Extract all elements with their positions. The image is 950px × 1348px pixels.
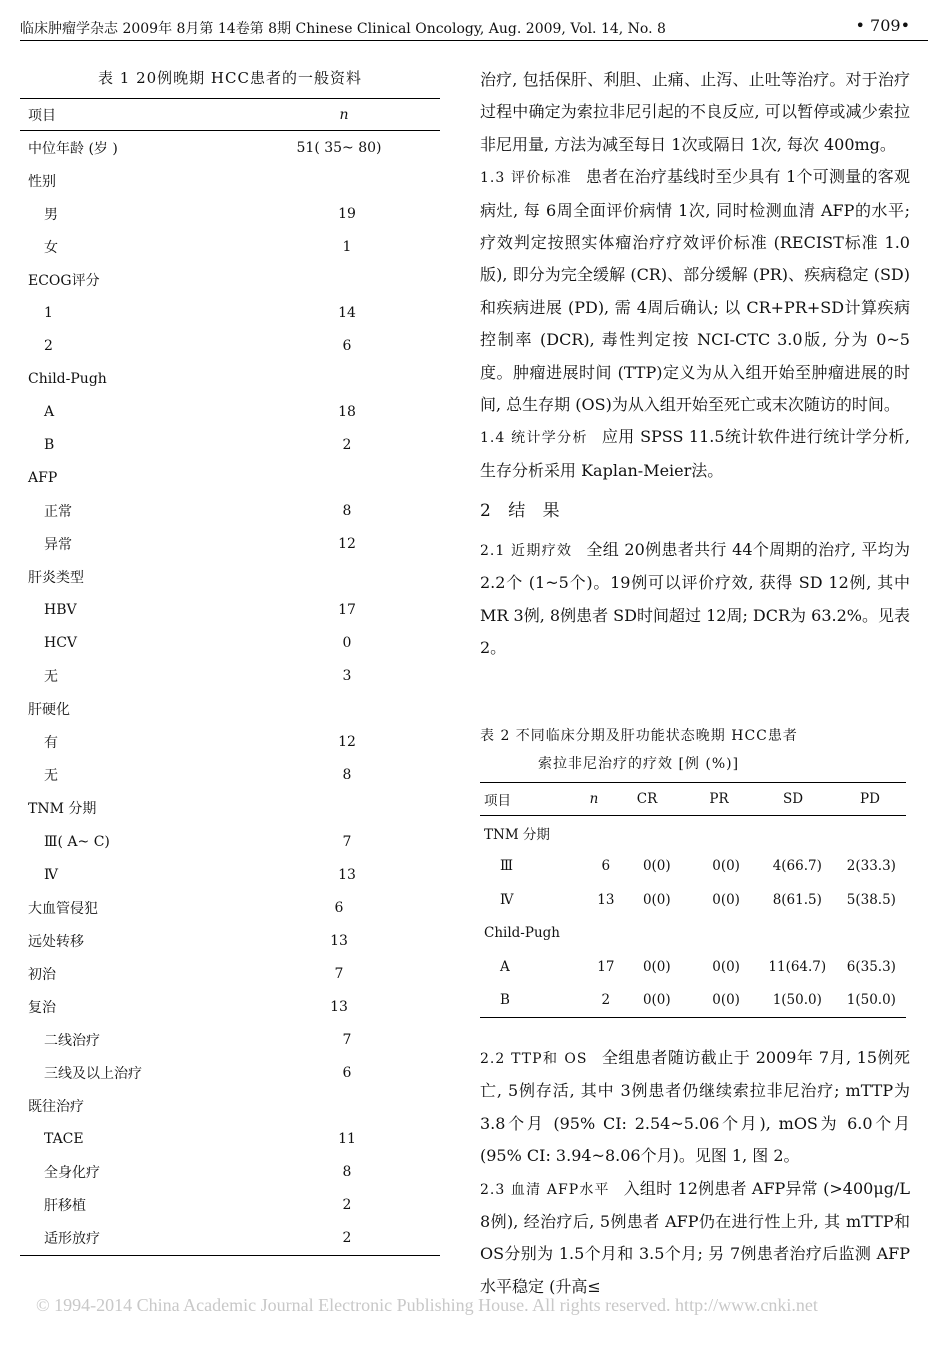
table1-row-label: 复治 [28, 999, 56, 1016]
table1-row [20, 891, 440, 924]
table2-col-pr: PR [709, 791, 729, 807]
table2-col-item: 项目 [484, 793, 511, 809]
table2-cell-cr: 0(0) [642, 992, 671, 1009]
table1-row [20, 197, 440, 230]
table1-row [20, 924, 440, 957]
table1-row [20, 1023, 440, 1056]
section-1-3-heading: 1.3 评价标准 [480, 170, 572, 187]
table1-row [20, 131, 440, 164]
table2-cell-n: 6 [601, 858, 611, 875]
table2-row [480, 816, 906, 850]
section-1-4-heading: 1.4 统计学分析 [480, 430, 588, 447]
table1-row-label: 初治 [28, 966, 56, 983]
section-2-title: 2 结 果 [480, 501, 566, 522]
table2-cell-pr: 0(0) [712, 858, 740, 875]
table1-row-value: 2 [342, 1230, 352, 1247]
table1-row-label: 三线及以上治疗 [44, 1065, 142, 1082]
section-2-3 [480, 1173, 910, 1304]
table1-row-value: 17 [338, 602, 356, 619]
section-2-2-heading: 2.2 TTP和 OS [480, 1051, 588, 1067]
section-2-3-heading: 2.3 血清 AFP水平 [480, 1181, 610, 1198]
table1-row [20, 528, 440, 561]
table1-row-label: 正常 [44, 504, 72, 521]
table1-row [20, 1089, 440, 1122]
table2-cell-sd: 11(64.7) [768, 958, 827, 975]
table1-row-value: 7 [342, 1031, 352, 1048]
table2-cell-item: B [500, 992, 510, 1009]
table2-col-cr: CR [636, 791, 658, 807]
table1-row-value: 14 [338, 304, 356, 321]
table1-row-label: 男 [44, 206, 58, 223]
table2-row [480, 950, 906, 984]
table1-row-label: 既往治疗 [28, 1098, 84, 1115]
table1-row [20, 957, 440, 990]
table1-row-value: 51( 35~ 80) [296, 139, 382, 156]
table2 [480, 782, 906, 1018]
table1-row-value: 7 [334, 965, 344, 982]
table1-row-value: 12 [338, 734, 356, 751]
table2-cell-n: 13 [597, 891, 615, 908]
table1-row [20, 594, 440, 627]
table2-cell-item: Ⅳ [500, 891, 514, 908]
table1-row-label: 有 [44, 735, 58, 752]
table1-row-value: 12 [338, 536, 356, 553]
copyright-watermark: © 1994-2014 China Academic Journal Electronic Publishing House. All rights reserved. http://www.cnki.net [36, 1295, 818, 1315]
table2-cell-cr: 0(0) [642, 891, 671, 908]
table1-row-value: 6 [342, 1064, 352, 1081]
table2-cell-item: Child-Pugh [484, 925, 560, 942]
table1-row [20, 362, 440, 395]
table1-row-label: 无 [44, 669, 58, 686]
table1-row [20, 1189, 440, 1222]
table2-cell-item: Ⅲ [500, 858, 514, 875]
table1-row-value: 13 [338, 866, 356, 883]
table1-row-label: 远处转移 [28, 933, 84, 950]
table1-row [20, 1056, 440, 1089]
table1-row-value: 8 [342, 1163, 352, 1180]
table1-row-value: 13 [330, 998, 348, 1015]
section-2-2 [480, 1042, 910, 1173]
table2-cell-n: 2 [601, 992, 611, 1009]
table1-row-label: 全身化疗 [44, 1164, 100, 1181]
table1-row-label: TACE [44, 1130, 84, 1147]
paragraph-intro: 治疗, 包括保肝、利胆、止痛、止泻、止吐等治疗。对于治疗过程中确定为索拉非尼引起的不良反应, 可以暂停或减少索拉非尼用量, 方法为减至每日 1次或隔日 1次, 每次 400mg。 [480, 70, 910, 154]
table1-row-value: 8 [342, 767, 352, 784]
table1-row-label: TNM 分期 [28, 801, 97, 818]
table1-row [20, 1122, 440, 1155]
table1-row-label: ECOG评分 [28, 272, 100, 289]
table1-row [20, 627, 440, 660]
table1-row-label: B [44, 436, 55, 453]
table1-row-value: 8 [342, 503, 352, 520]
table1-row-value: 0 [342, 635, 352, 652]
section-2-1-heading: 2.1 近期疗效 [480, 542, 573, 559]
journal-info: 临床肿瘤学杂志 2009年 8月第 14卷第 8期 Chinese Clinical Oncology, Aug. 2009, Vol. 14, No. 8 [20, 21, 666, 37]
table2-caption [480, 722, 910, 778]
table2-header-row [480, 783, 906, 816]
table1-row-label: HCV [44, 635, 78, 652]
table1-col-n: n [339, 106, 349, 123]
table2-cell-cr: 0(0) [642, 958, 671, 975]
table2-cell-sd: 1(50.0) [772, 992, 822, 1009]
table2-cell-pd: 1(50.0) [846, 992, 896, 1009]
table1-row-value: 1 [342, 238, 352, 255]
table1-row [20, 1155, 440, 1188]
table1-row [20, 561, 440, 594]
table1-row-label: 无 [44, 768, 58, 785]
table1-row [20, 461, 440, 494]
section-1-4 [480, 421, 910, 487]
table1-row-value: 13 [330, 932, 348, 949]
table1-row-label: 二线治疗 [44, 1032, 100, 1049]
table1-row-value: 7 [342, 833, 352, 850]
table1-row-label: 肝移植 [44, 1198, 86, 1215]
table2-cell-pr: 0(0) [712, 891, 740, 908]
table1-row-value: 19 [338, 205, 356, 222]
table1-row [20, 329, 440, 362]
table1-row [20, 693, 440, 726]
table1-row-label: 适形放疗 [44, 1231, 100, 1248]
table2-cell-sd: 4(66.7) [772, 858, 822, 875]
table2-cell-item: TNM 分期 [484, 826, 550, 843]
table1-row-label: Ⅳ [44, 866, 58, 883]
table1-row-label: 肝炎类型 [28, 570, 84, 587]
table1-row-label: 异常 [44, 537, 72, 554]
table2-caption-line2: 索拉非尼治疗的疗效 [例 (%)] [538, 756, 740, 772]
table2-cell-n: 17 [597, 958, 615, 975]
table2-row [480, 883, 906, 917]
table1-body [20, 131, 440, 1255]
table1-header-row [20, 99, 440, 131]
table2-row [480, 850, 906, 884]
section-2-1 [480, 534, 910, 665]
table2-row [480, 917, 906, 951]
table1-row [20, 164, 440, 197]
right-column-lower [480, 1042, 910, 1303]
table2-cell-sd: 8(61.5) [772, 891, 822, 908]
table1-row [20, 395, 440, 428]
table1-row [20, 726, 440, 759]
table2-body [480, 816, 906, 1017]
table1-row-value: 3 [342, 668, 352, 685]
table1-row-label: HBV [44, 602, 77, 619]
table2-col-n: n [589, 791, 599, 807]
section-1-4-body: 应用 SPSS 11.5统计软件进行统计学分析, 生存分析采用 Kaplan-Meier法。 [480, 427, 910, 480]
table1-row-value: 18 [338, 403, 356, 420]
table1-row [20, 660, 440, 693]
table1-row-value: 6 [342, 337, 352, 354]
table2-cell-pr: 0(0) [712, 958, 740, 975]
table1-row-label: Child-Pugh [28, 370, 107, 387]
table1-row-label: AFP [28, 469, 58, 486]
table1-row-label: 1 [44, 304, 53, 321]
table1-caption: 表 1 20例晚期 HCC患者的一般资料 [98, 69, 362, 87]
section-2-1-body: 全组 20例患者共行 44个周期的治疗, 平均为 2.2个 (1~5个)。19例可以评价疗效, 获得 SD 12例, 其中 MR 3例, 8例患者 SD时间超过 12周; DCR为 63.2%。见表 2。 [480, 539, 910, 657]
table1-row-label: 大血管侵犯 [28, 900, 98, 917]
table1-row [20, 990, 440, 1023]
table1 [20, 98, 440, 1256]
section-2-2-body: 全组患者随访截止于 2009年 7月, 15例死亡, 5例存活, 其中 3例患者仍继续索拉非尼治疗; mTTP为 3.8个月 (95% CI: 2.54~5.06个月), mOS为 6.0个月 (95% CI: 3.94~8.06个月)。见图 1, 图 2。 [480, 1048, 910, 1166]
table1-row-value: 2 [342, 436, 352, 453]
table2-col-pd: PD [860, 791, 880, 807]
table2-col-sd: SD [782, 791, 804, 807]
table1-row-value: 11 [338, 1130, 356, 1147]
table1-row [20, 428, 440, 461]
table1-row-label: A [44, 403, 55, 420]
table1-row [20, 495, 440, 528]
table1-row [20, 759, 440, 792]
table2-cell-pd: 5(38.5) [846, 891, 896, 908]
table1-row [20, 263, 440, 296]
section-1-3-body: 患者在治疗基线时至少具有 1个可测量的客观病灶, 每 6周全面评价病情 1次, 同时检测血清 AFP的水平; 疗效判定按照实体瘤治疗疗效评价标准 (RECIST标准 1.0版), 即分为完全缓解 (CR)、部分缓解 (PR)、疾病稳定 (SD)和疾病进展 (PD), 需 4周后确认; 以 CR+PR+SD计算疾病控制率 (DCR), 毒性判定按 NCI-CTC 3.0版, 分为 0~5度。肿瘤进展时间 (TTP)定义为从入组开始至肿瘤进展的时间, 总生存期 (OS)为从入组开始至死亡或末次随访的时间。 [480, 167, 910, 415]
running-header [20, 14, 928, 41]
table1-row-label: 性别 [28, 173, 56, 190]
table1-row-label: 肝硬化 [28, 702, 70, 719]
table1-row [20, 792, 440, 825]
table1-row-label: Ⅲ( A~ C) [44, 833, 110, 850]
table1-row [20, 825, 440, 858]
table2-cell-pr: 0(0) [712, 992, 740, 1009]
table1-row [20, 296, 440, 329]
table1-row-value: 2 [342, 1197, 352, 1214]
table2-row [480, 984, 906, 1018]
table1-row [20, 858, 440, 891]
section-1-3 [480, 161, 910, 421]
right-column [480, 64, 910, 664]
table2-cell-pd: 2(33.3) [846, 858, 896, 875]
table1-row-label: 女 [44, 239, 58, 256]
table2-cell-pd: 6(35.3) [846, 958, 896, 975]
table2-cell-cr: 0(0) [642, 858, 671, 875]
table1-row [20, 230, 440, 263]
table1-row-label: 中位年龄 (岁 ) [28, 140, 118, 157]
table1-col-item: 项目 [28, 107, 56, 124]
table1-row-value: 6 [334, 899, 344, 916]
table2-caption-line1: 表 2 不同临床分期及肝功能状态晚期 HCC患者 [480, 728, 798, 744]
page-number: • 709• [855, 16, 910, 35]
table1-row [20, 1222, 440, 1255]
table1-row-label: 2 [44, 337, 53, 354]
section-2-3-body: 入组时 12例患者 AFP异常 (>400μg/L 8例), 经治疗后, 5例患者 AFP仍在进行性上升, 其 mTTP和 OS分别为 1.5个月和 3.5个月; 另 7例患者治疗后监测 AFP水平稳定 (升高≤ [480, 1178, 910, 1296]
table2-cell-item: A [500, 958, 510, 975]
